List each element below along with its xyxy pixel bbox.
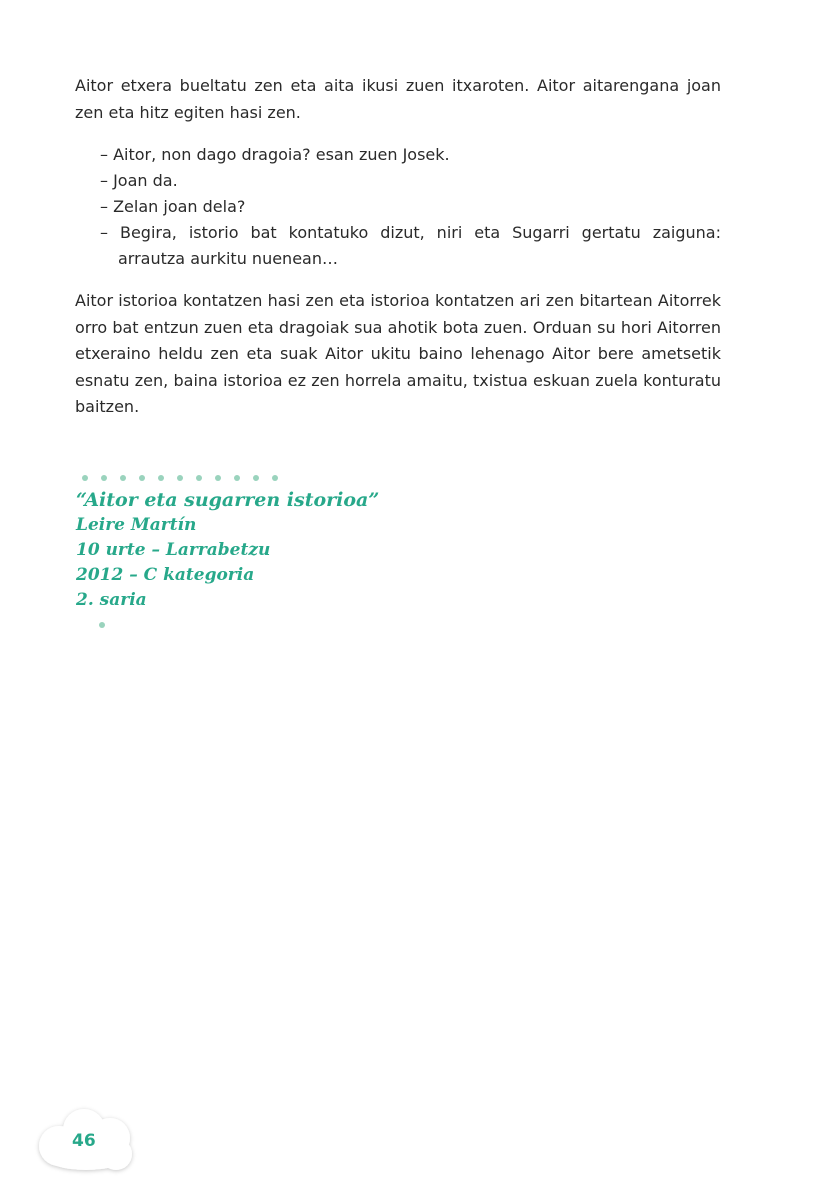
author-name: Leire Martín (76, 515, 197, 535)
dialogue-line: – Aitor, non dago dragoia? esan zuen Josek. (100, 145, 450, 164)
year-category: 2012 – C kategoria (76, 565, 255, 585)
page-number: 46 (72, 1131, 96, 1151)
dialogue-line: – Begira, istorio bat kontatuko dizut, niri eta Sugarri gertatu zaiguna: arrautza aurkitu nuenean… (100, 223, 721, 268)
decorative-dots (82, 472, 396, 484)
story-body (75, 73, 721, 421)
dot-icon (99, 622, 105, 628)
dot-icon (253, 475, 259, 481)
dot-icon (215, 475, 221, 481)
prize: 2. saria (76, 590, 147, 610)
dot-icon (101, 475, 107, 481)
author-age-place: 10 urte – Larrabetzu (76, 540, 271, 560)
dot-icon (234, 475, 240, 481)
dot-icon (177, 475, 183, 481)
story-paragraph-2: Aitor istorioa kontatzen hasi zen eta istorioa kontatzen ari zen bitartean Aitorrek orro bat entzun zuen eta dragoiak sua ahotik bota zuen. Orduan su hori Aitorren etxeraino heldu zen eta suak Aitor ukitu baino lehenago Aitor bere ametsetik esnatu zen, baina istorioa ez zen horrela amaitu, txistua eskuan zuela konturatu baitzen. (75, 291, 721, 416)
dialogue-line: – Joan da. (100, 171, 178, 190)
dot-icon (82, 475, 88, 481)
dot-icon (139, 475, 145, 481)
dot-icon (158, 475, 164, 481)
dot-icon (196, 475, 202, 481)
dialogue-line: – Zelan joan dela? (100, 197, 246, 216)
dot-icon (120, 475, 126, 481)
story-credits (76, 472, 396, 632)
page-number-badge (34, 1104, 138, 1176)
story-title: “Aitor eta sugarren istorioa” (76, 489, 380, 511)
story-paragraph-1: Aitor etxera bueltatu zen eta aita ikusi zuen itxaroten. Aitor aitarengana joan zen eta hitz egiten hasi zen. (75, 76, 721, 122)
dot-icon (272, 475, 278, 481)
dialogue-list (75, 142, 721, 272)
